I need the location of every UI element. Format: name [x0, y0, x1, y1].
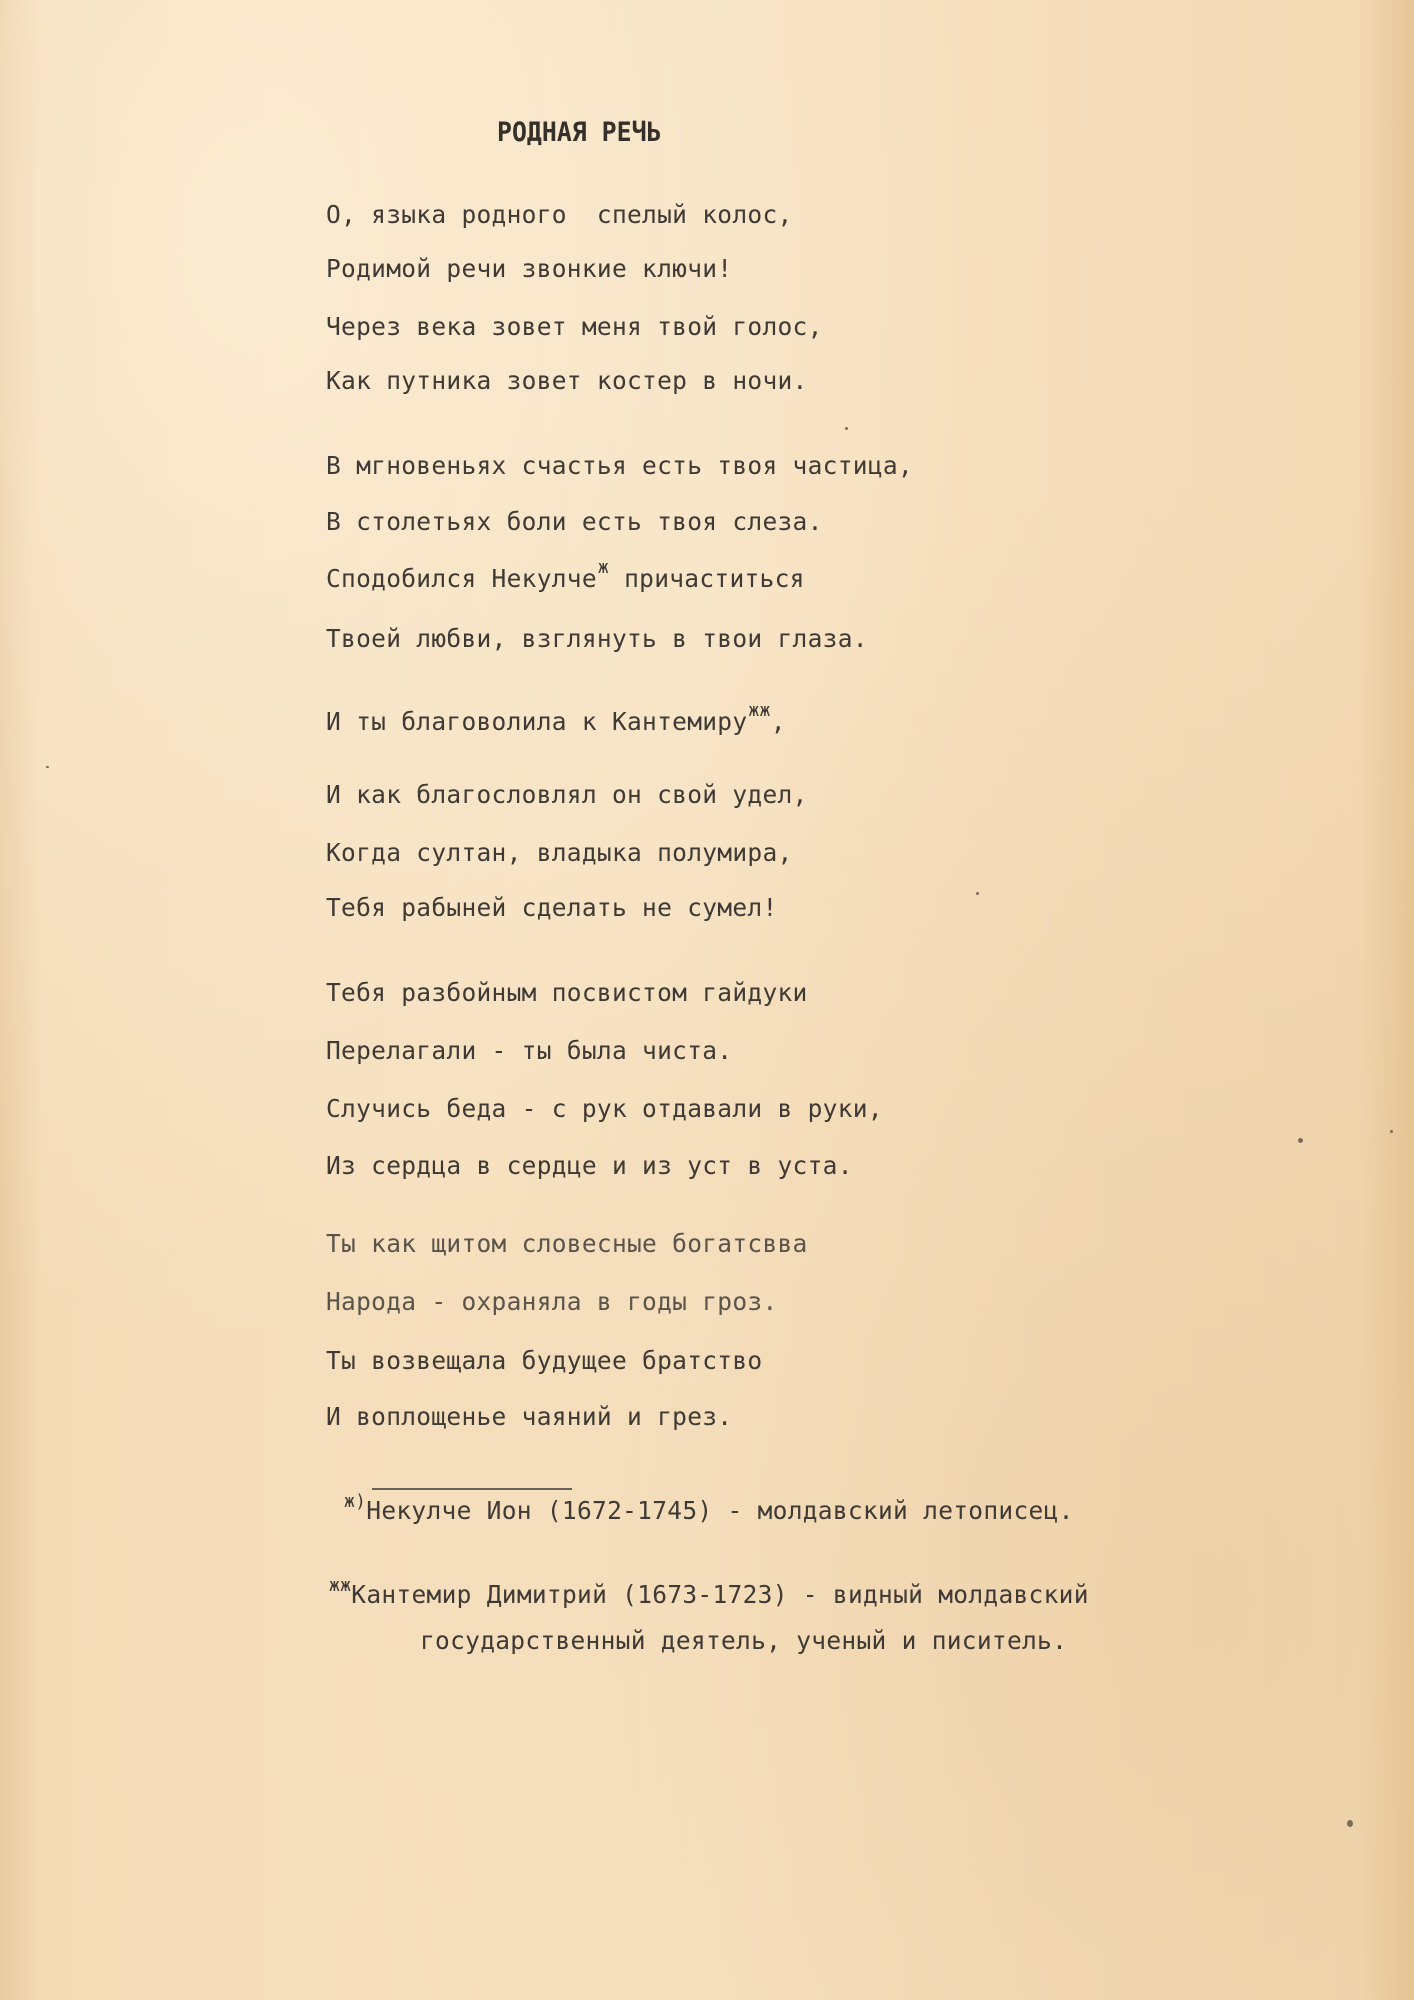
footnote-1-text: Некулче Ион (1672-1745) - молдавский летописец. — [366, 1496, 1074, 1525]
poem-line: Как путника зовет костер в ночи. — [326, 366, 808, 395]
paper-speck — [46, 766, 49, 768]
poem-title: РОДНАЯ РЕЧЬ — [497, 117, 662, 148]
poem-line: Перелагали - ты была чиста. — [326, 1036, 733, 1065]
poem-line: И воплощенье чаяний и грез. — [326, 1402, 733, 1431]
paper-speck — [845, 427, 848, 430]
line-text: , — [770, 707, 786, 736]
poem-line: О, языка родного спелый колос, — [326, 200, 793, 229]
footnote-mark-2: жж — [748, 700, 771, 721]
poem-line: Народа - охраняла в годы гроз. — [326, 1287, 778, 1316]
paper-speck — [1347, 1820, 1353, 1827]
poem-line: Родимой речи звонкие ключи! — [326, 254, 733, 283]
poem-line — [326, 557, 805, 593]
poem-line — [326, 700, 786, 736]
poem-line: Из сердца в сердце и из уст в уста. — [326, 1151, 853, 1180]
paper-speck — [1390, 1130, 1393, 1133]
poem-line: Через века зовет меня твой голос, — [326, 312, 823, 341]
poem-line: Ты возвещала будущее братство — [326, 1346, 763, 1375]
footnote-1-mark: ж) — [344, 1491, 367, 1512]
line-text: Сподобился Некулче — [326, 564, 597, 593]
footnote-2-continuation: государственный деятель, ученый и писитель. — [420, 1626, 1068, 1655]
footnote-mark-1: ж — [597, 557, 610, 578]
footnote-1 — [344, 1491, 1074, 1525]
poem-line: Тебя разбойным посвистом гайдуки — [326, 978, 808, 1007]
poem-line: Случись беда - с рук отдавали в руки, — [326, 1094, 883, 1123]
poem-line: И как благословлял он свой удел, — [326, 780, 808, 809]
poem-line: В мгновеньях счастья есть твоя частица, — [326, 451, 913, 480]
poem-line: Ты как щитом словесные богатсвва — [326, 1229, 808, 1258]
paper-speck — [1298, 1138, 1303, 1143]
line-text: И ты благоволила к Кантемиру — [326, 707, 748, 736]
poem-line: Тебя рабыней сделать не сумел! — [326, 893, 778, 922]
footnote-2-mark: жж — [329, 1575, 352, 1596]
footnote-rule — [372, 1488, 572, 1490]
line-text: причаститься — [624, 564, 805, 593]
poem-line: В столетьях боли есть твоя слеза. — [326, 507, 823, 536]
poem-line: Твоей любви, взглянуть в твои глаза. — [326, 624, 868, 653]
footnote-2 — [329, 1575, 1089, 1609]
paper-speck — [976, 892, 979, 895]
footnote-2-text-1: Кантемир Димитрий (1673-1723) - видный молдавский — [351, 1580, 1089, 1609]
poem-line: Когда султан, владыка полумира, — [326, 838, 793, 867]
